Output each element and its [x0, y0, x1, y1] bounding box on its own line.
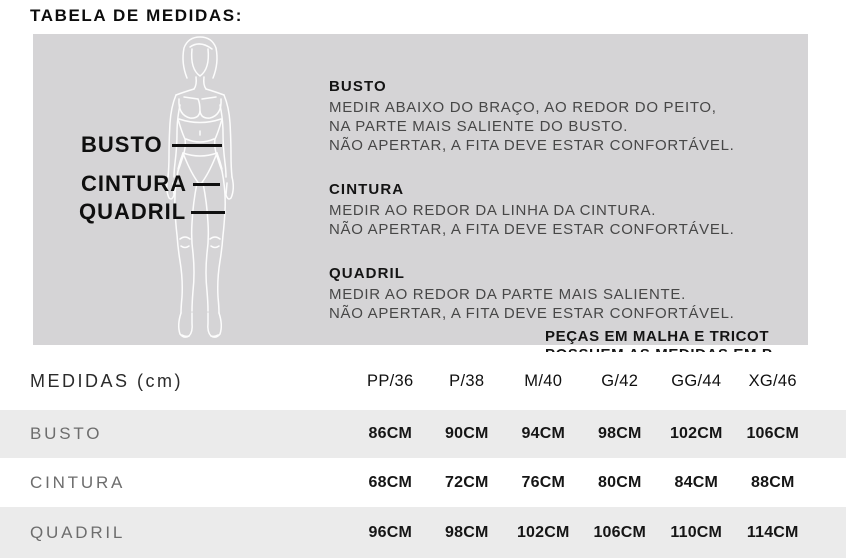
instruction-section-quadril	[329, 265, 834, 323]
size-table-header-row	[0, 352, 846, 410]
measurement-value: 106CM	[593, 523, 647, 541]
size-column-xg46: XG/46	[748, 371, 797, 390]
figure-label-busto-text: BUSTO	[81, 132, 163, 157]
row-label: QUADRIL	[30, 522, 126, 542]
measurement-value: 72CM	[445, 473, 489, 491]
row-label: BUSTO	[30, 424, 103, 443]
instruction-heading: CINTURA	[329, 181, 405, 198]
measurement-value: 102CM	[669, 425, 723, 442]
pointer-line	[172, 144, 222, 147]
measurement-value: 114CM	[746, 523, 799, 541]
row-label: CINTURA	[30, 472, 126, 492]
figure-label-cintura-text: CINTURA	[81, 171, 187, 196]
measurement-value: 94CM	[521, 425, 565, 442]
size-column-g42: G/42	[601, 371, 639, 390]
measurement-value: 106CM	[746, 425, 800, 442]
instruction-line: MEDIR AO REDOR DA LINHA DA CINTURA.	[329, 202, 657, 219]
measurement-value: 86CM	[368, 425, 412, 442]
instruction-heading: BUSTO	[329, 78, 387, 95]
measurement-instructions	[329, 78, 834, 349]
table-row-quadril	[0, 507, 846, 558]
measurement-value: 84CM	[674, 473, 718, 491]
measurement-value: 110CM	[670, 523, 723, 541]
measurement-value: 96CM	[368, 523, 412, 541]
measurement-value: 98CM	[445, 523, 489, 541]
instruction-line: NÃO APERTAR, A FITA DEVE ESTAR CONFORTÁVEL.	[329, 137, 735, 154]
pointer-line	[193, 183, 220, 186]
size-column-pp36: PP/36	[367, 371, 414, 390]
figure-label-quadril	[79, 199, 225, 225]
measurement-value: 76CM	[521, 473, 565, 491]
measurement-value: 68CM	[368, 473, 412, 491]
instruction-heading: QUADRIL	[329, 265, 406, 282]
instruction-line: NA PARTE MAIS SALIENTE DO BUSTO.	[329, 118, 629, 135]
figure-label-cintura	[81, 171, 220, 197]
pointer-line	[191, 211, 225, 214]
measurement-guide-panel	[33, 34, 808, 345]
measurement-value: 90CM	[445, 425, 489, 442]
figure-label-quadril-text: QUADRIL	[79, 199, 187, 224]
instruction-line: NÃO APERTAR, A FITA DEVE ESTAR CONFORTÁVEL.	[329, 221, 735, 238]
size-column-gg44: GG/44	[671, 371, 722, 390]
size-column-m40: M/40	[524, 371, 563, 390]
measurement-value: 102CM	[516, 523, 570, 541]
measurement-value: 98CM	[598, 425, 642, 442]
instruction-section-busto	[329, 78, 834, 155]
figure-label-busto	[81, 132, 222, 158]
instruction-section-cintura	[329, 181, 834, 239]
measurement-value: 88CM	[751, 473, 795, 491]
measurement-value: 80CM	[598, 473, 642, 491]
instruction-line: MEDIR ABAIXO DO BRAÇO, AO REDOR DO PEITO,	[329, 99, 717, 116]
instruction-line: MEDIR AO REDOR DA PARTE MAIS SALIENTE.	[329, 286, 686, 303]
table-row-busto	[0, 410, 846, 458]
size-column-p38: P/38	[449, 371, 485, 390]
size-table-title: MEDIDAS (cm)	[30, 370, 183, 391]
instruction-line: NÃO APERTAR, A FITA DEVE ESTAR CONFORTÁVEL.	[329, 305, 735, 322]
page-title: TABELA DE MEDIDAS:	[30, 6, 243, 25]
table-row-cintura	[0, 458, 846, 507]
knitwear-note-line: PEÇAS EM MALHA E TRICOT	[545, 328, 770, 345]
